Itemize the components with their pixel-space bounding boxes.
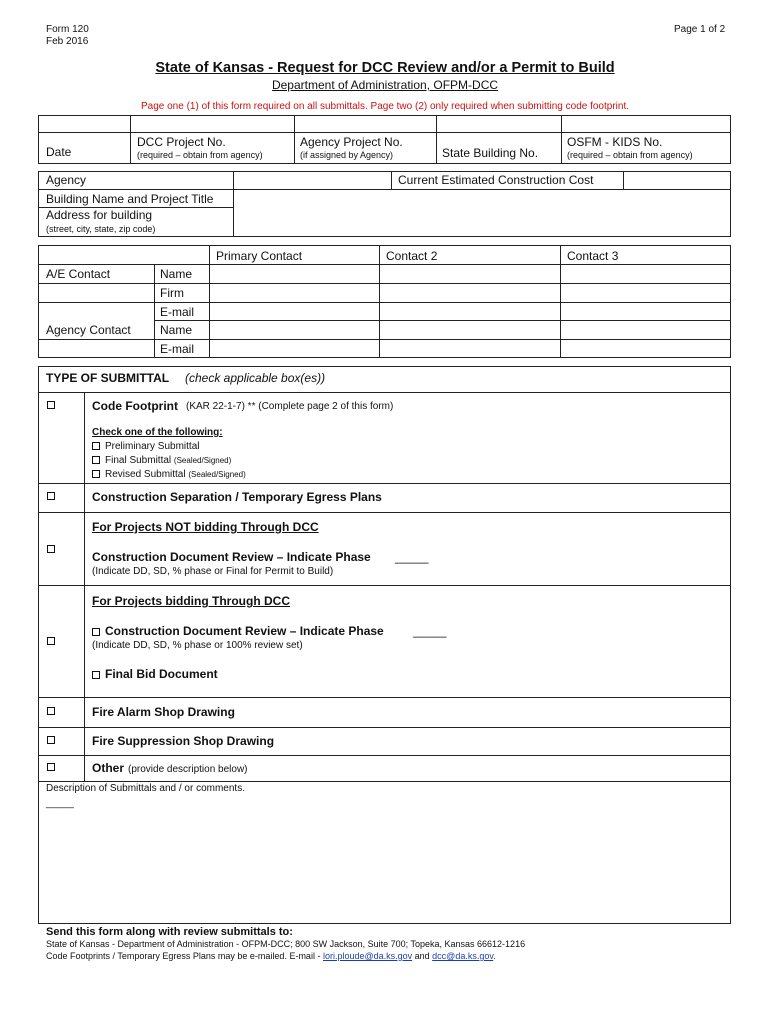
primary-contact-label: Primary Contact (216, 249, 303, 263)
not-bidding-cdr-label: Construction Document Review – Indicate Phase (92, 550, 371, 564)
osfm-kids-no-note: (required – obtain from agency) (567, 150, 693, 160)
ae-firm-label: Firm (160, 286, 184, 300)
construction-separation-label: Construction Separation / Temporary Egress Plans (92, 490, 382, 504)
department: Department of Administration, OFPM-DCC (271, 78, 499, 92)
preliminary-label: Preliminary Submittal (105, 441, 200, 452)
ae-primary-name-field[interactable] (210, 265, 378, 282)
osfm-kids-no-label: OSFM - KIDS No. (567, 135, 663, 149)
bidding-cdr-checkbox[interactable] (92, 628, 100, 636)
bidding-phase-blank[interactable]: _____ (413, 624, 447, 638)
construction-cost-label: Current Estimated Construction Cost (398, 173, 594, 187)
date-field[interactable] (40, 160, 128, 163)
construction-cost-field[interactable] (624, 172, 730, 188)
address-field[interactable] (234, 208, 730, 236)
bidding-heading: For Projects bidding Through DCC (92, 594, 290, 608)
bidding-section-checkbox[interactable] (47, 637, 55, 645)
ae-primary-firm-field[interactable] (210, 284, 378, 301)
address-note: (street, city, state, zip code) (46, 224, 156, 234)
form-number: Form 120 (46, 24, 89, 35)
email-link-lori[interactable]: lori.ploude@da.ks.gov (322, 951, 413, 961)
footer-email-line (46, 951, 496, 961)
footer-email-and: and (412, 951, 433, 961)
bidding-cdr-label: Construction Document Review – Indicate Phase (105, 624, 384, 638)
notice: Page one (1) of this form required on all submittals. Page two (2) only required when submitting code footprint. (140, 101, 630, 112)
ae-contact3-name-field[interactable] (561, 265, 730, 282)
fire-alarm-checkbox[interactable] (47, 707, 55, 715)
preliminary-checkbox[interactable] (92, 442, 100, 450)
final-bid-option[interactable] (92, 668, 218, 682)
not-bidding-note: (Indicate DD, SD, % phase or Final for Permit to Build) (92, 566, 334, 577)
agency-primary-name-field[interactable] (210, 321, 378, 338)
revised-option[interactable] (92, 469, 246, 481)
final-label: Final Submittal (105, 455, 172, 466)
submittal-heading: TYPE OF SUBMITTAL (46, 371, 170, 385)
footer-address: State of Kansas - Department of Administration - OFPM-DCC; 800 SW Jackson, Suite 700; Topeka, Kansas 66612-1216 (46, 939, 526, 949)
send-heading: Send this form along with review submittals to: (46, 926, 293, 938)
agency-primary-email-field[interactable] (210, 340, 378, 357)
check-one-label: Check one of the following: (92, 427, 223, 438)
agency-name-label: Name (160, 323, 193, 337)
page-title: State of Kansas - Request for DCC Review and/or a Permit to Build (155, 60, 615, 76)
description-textarea[interactable] (40, 810, 729, 920)
description-label: Description of Submittals and / or comments. (46, 783, 245, 794)
date-label: Date (46, 145, 72, 159)
agency-project-no-note: (if assigned by Agency) (300, 150, 394, 160)
not-bidding-cdr-checkbox[interactable] (47, 545, 55, 553)
ae-contact-label: A/E Contact (46, 267, 111, 281)
address-label: Address for building (46, 208, 153, 222)
dcc-project-no-label: DCC Project No. (137, 135, 226, 149)
code-footprint-ref: (KAR 22-1-7) ** (Complete page 2 of this form) (186, 401, 394, 412)
final-option[interactable] (92, 455, 231, 467)
ae-name-label: Name (160, 267, 193, 281)
agency-label: Agency (46, 173, 87, 187)
fire-suppression-label: Fire Suppression Shop Drawing (92, 734, 275, 748)
ae-primary-email-field[interactable] (210, 303, 378, 319)
not-bidding-heading: For Projects NOT bidding Through DCC (92, 520, 319, 534)
contact-3-label: Contact 3 (567, 249, 619, 263)
fire-alarm-label: Fire Alarm Shop Drawing (92, 705, 235, 719)
dcc-project-no-note: (required – obtain from agency) (137, 150, 263, 160)
agency-project-no-label: Agency Project No. (300, 135, 403, 149)
ae-contact2-name-field[interactable] (380, 265, 559, 282)
code-footprint-label: Code Footprint (92, 399, 178, 413)
code-footprint-checkbox[interactable] (47, 401, 55, 409)
description-blank: _____ (46, 798, 74, 809)
other-checkbox[interactable] (47, 763, 55, 771)
preliminary-option[interactable] (92, 441, 199, 453)
revised-note: (Sealed/Signed) (188, 470, 246, 479)
submittal-heading-note: (check applicable box(es)) (185, 371, 326, 385)
not-bidding-phase-blank[interactable]: _____ (395, 550, 429, 564)
footer-email-prefix: Code Footprints / Temporary Egress Plans may be e-mailed. E-mail - (46, 951, 323, 961)
revised-checkbox[interactable] (92, 470, 100, 478)
bidding-cdr-option[interactable] (92, 625, 384, 639)
agency-contact-label: Agency Contact (46, 323, 131, 337)
contact-2-label: Contact 2 (386, 249, 438, 263)
construction-separation-checkbox[interactable] (47, 492, 55, 500)
final-bid-checkbox[interactable] (92, 671, 100, 679)
other-label: Other (92, 761, 125, 775)
revised-label: Revised Submittal (105, 469, 186, 480)
final-checkbox[interactable] (92, 456, 100, 464)
form-date: Feb 2016 (46, 36, 89, 47)
final-bid-label: Final Bid Document (105, 667, 218, 681)
building-name-field[interactable] (234, 190, 730, 206)
final-note: (Sealed/Signed) (173, 456, 232, 465)
agency-email-label: E-mail (160, 342, 195, 356)
state-building-no-label: State Building No. (442, 146, 539, 160)
building-name-label: Building Name and Project Title (46, 192, 214, 206)
fire-suppression-checkbox[interactable] (47, 736, 55, 744)
bidding-note: (Indicate DD, SD, % phase or 100% review set) (92, 640, 303, 651)
email-link-dcc[interactable]: dcc@da.ks.gov (432, 951, 494, 961)
agency-field[interactable] (234, 172, 390, 188)
other-note: (provide description below) (128, 764, 248, 775)
footer-email-end: . (493, 951, 496, 961)
page-label: Page 1 of 2 (674, 24, 726, 35)
ae-email-label: E-mail (160, 305, 195, 319)
